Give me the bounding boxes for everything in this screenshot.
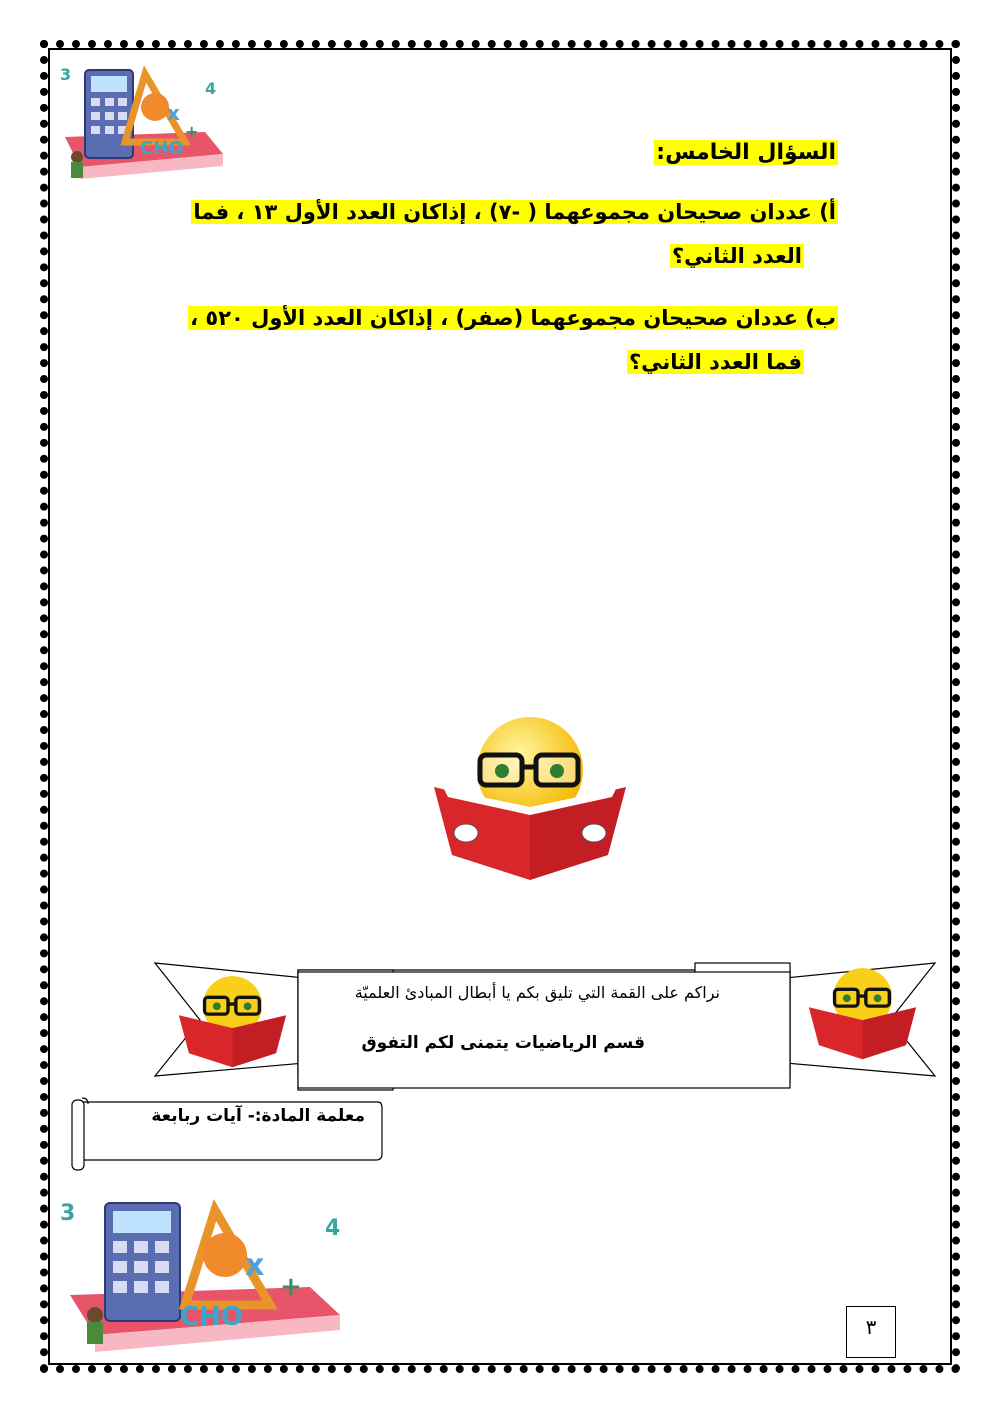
question-part-b-line2: فما العدد الثاني؟ [628,350,802,374]
question-part-b-line1: ب) عددان صحيحان مجموعهما (صفر) ، إذاكان العدد الأول ٥٢٠ ، [190,306,836,330]
math-books-clipart-top [55,62,230,192]
banner-department-message: قسم الرياضيات يتمنى لكم التفوق [361,1033,645,1053]
banner-message: نراكم على القمة التي تليق بكم يا أبطال المبادئ العلميّة [354,983,720,1002]
math-books-clipart-bottom [55,1195,355,1370]
svg-text:CHO: CHO [180,1302,243,1332]
reading-smiley-clipart [430,715,630,885]
teacher-name: معلمة المادة:- آيات ربابعة [151,1106,365,1126]
svg-text:x: x [245,1248,265,1283]
svg-text:4: 4 [325,1216,341,1241]
svg-text:3: 3 [60,65,72,84]
question-title: السؤال الخامس: [656,140,836,165]
svg-text:4: 4 [205,79,217,98]
question-part-a-line1: أ) عددان صحيحان مجموعهما ( -٧) ، إذاكان العدد الأول ١٣ ، فما [193,200,836,224]
banner-smiley-right [805,967,920,1062]
question-part-a-line2: العدد الثاني؟ [671,244,802,268]
svg-text:3: 3 [60,1201,76,1226]
svg-text:+: + [280,1272,302,1302]
page-number: ٣ [846,1306,896,1358]
svg-text:+: + [185,122,199,141]
svg-text:x: x [167,101,180,125]
banner-smiley-left [175,975,290,1070]
svg-text:CHO: CHO [140,138,184,159]
